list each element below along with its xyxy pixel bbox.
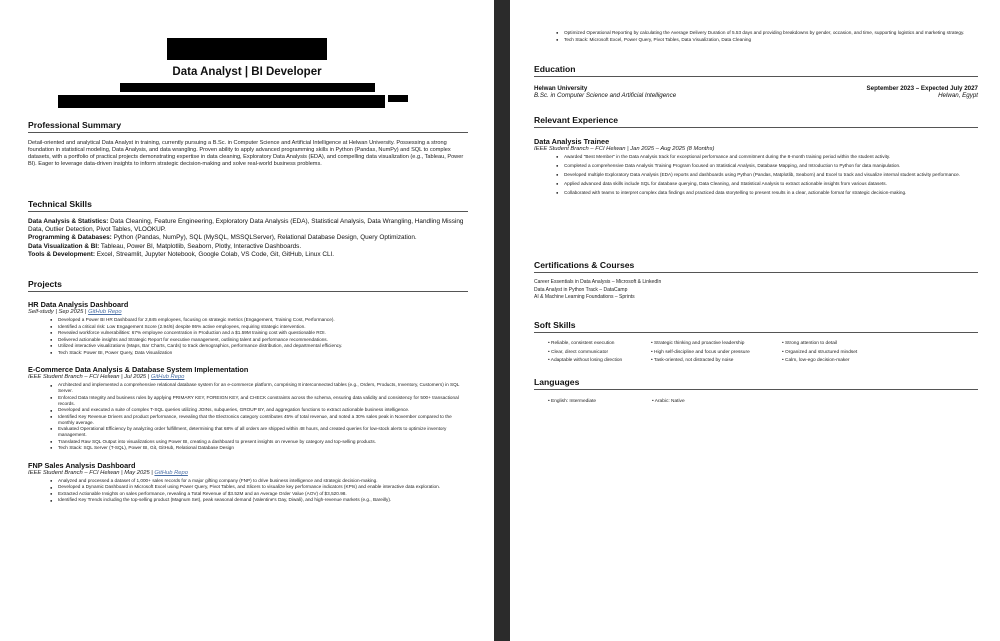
redacted-contact-fragment: [388, 95, 408, 102]
job-title-heading: Data Analyst | BI Developer: [172, 66, 322, 78]
project-bullet: ● Identified Key Revenue Drivers and product performance, revealing that the Electronics category contributes 45% of total revenue, and noted a 30% sales peak in November compared to the monthly average.: [58, 414, 468, 426]
education-row: [534, 92, 978, 99]
soft-skill-item: • Organized and structured mindset: [782, 349, 858, 355]
languages-heading: Languages: [534, 377, 580, 387]
project-title: FNP Sales Analysis Dashboard: [28, 460, 136, 470]
section-divider: [28, 132, 468, 133]
section-divider: [534, 127, 978, 128]
certifications-section: [534, 260, 978, 302]
certifications-heading: Certifications & Courses: [534, 260, 635, 270]
certification-item: Data Analyst in Python Track – DataCamp: [534, 286, 628, 293]
github-repo-link[interactable]: GitHub Repo: [88, 309, 122, 315]
github-repo-link[interactable]: GitHub Repo: [154, 469, 188, 476]
redacted-name-block: [167, 38, 327, 60]
project-bullet: ● Developed a Dynamic Dashboard in Microsoft Excel using Power Query, Pivot Tables, and Slicers to visualize key performance indicators (KPIs) and enable interactive data exploration.: [58, 484, 468, 490]
projects-heading: Projects: [28, 279, 62, 289]
language-item: • Arabic: Native: [652, 399, 685, 404]
github-repo-link[interactable]: GitHub Repo: [150, 374, 185, 381]
project-title: HR Data Analysis Dashboard: [28, 300, 129, 309]
relevant-experience-section: [534, 115, 978, 196]
languages-section: [534, 377, 978, 404]
soft-skill-item: • Task-oriented, not distracted by noise: [651, 358, 734, 364]
project-hr-dashboard: [28, 300, 468, 355]
soft-skill-item: • Strong attention to detail: [782, 341, 838, 346]
section-divider: [534, 389, 978, 390]
projects-section: [28, 279, 468, 504]
project-meta: IEEE Student Branch – FCI Helwan | Jul 2025 | GitHub Repo: [28, 374, 185, 381]
section-divider: [534, 332, 978, 333]
summary-text: Detail-oriented and analytical Data Analyst in training, currently pursuing a B.Sc. in Computer Science and Artificial Intelligence at Helwan University. Possessing a strong foundation in statistical modeling, Data Analysis, and data wrangling. Proven ability to apply advanced programming skills in Python (Pandas, NumPy) and SQL to complex datasets, with a portfolio of practical projects demonstrating expertise in data cleaning, Exploratory Data Analysis (EDA), and compelling data visualization (e.g., Tableau, Power BI). Eager to leverage data-driven insights to inform strategic decision-making and solve real-world business problems.: [28, 140, 464, 167]
section-divider: [28, 291, 468, 292]
experience-bullet: ● Completed a comprehensive Data Analysis Training Program focused on Statistical Analysis, Database Mapping, and Introduction to Python for data manipulation.: [564, 163, 978, 169]
certification-item: AI & Machine Learning Foundations – Sprints: [534, 294, 635, 300]
experience-bullet: ● Collaborated with teams to interpret complex data findings and practiced data storytelling to present results in a clear, actionable format for strategic decision-making.: [564, 190, 978, 196]
skill-line: Programming & Databases: Python (Pandas, NumPy), SQL (MySQL, MSSQLServer), Relational Database Design, Query Optimization.: [28, 234, 417, 242]
soft-skill-item: • Calm, low-ego decision-maker: [782, 358, 850, 364]
skill-line: Data Analysis & Statistics: Data Cleaning, Feature Engineering, Exploratory Data Analysis (EDA), Statistical Analysis, Data Wrangling, Handling Missing Data, Outlier Detection, Pivot Tables, VLOOKUP.: [28, 218, 464, 234]
education-heading: Education: [534, 64, 576, 74]
project-bullet: ● Tech Stack: Power BI, Power Query, Data Visualization: [58, 350, 468, 356]
professional-summary-section: [28, 120, 468, 168]
education-row: [534, 85, 978, 92]
experience-title: Data Analysis Trainee: [534, 137, 610, 146]
redacted-contact-line-1: [120, 83, 375, 92]
degree: B.Sc. in Computer Science and Artificial Intelligence: [534, 92, 677, 99]
project-bullet: ● Evaluated Operational Efficiency by analyzing order fulfillment, determining that 68% of all orders are shipped within 48 hours, and created queries for low-stock alerts to optimize inventory management.: [58, 426, 468, 438]
experience-heading: Relevant Experience: [534, 115, 619, 125]
project-bullet: ● Identified Key Trends including the top-selling product (Magnum Set), peak seasonal demand (Valentine's Day, Diwali), and high-revenue markets (e.g., Bareilly).: [58, 497, 468, 503]
project-meta: Self-study | Sep 2025 | GitHub Repo: [28, 309, 122, 315]
experience-bullet: ● Developed multiple Exploratory Data Analysis (EDA) reports and dashboards using Python (Pandas, Matplotlib, Seaborn) and Excel to track and visualize internal student activity performance.: [564, 172, 978, 178]
soft-skills-heading: Soft Skills: [534, 320, 576, 330]
redacted-contact-line-2: [58, 95, 385, 108]
resume-page-2: [510, 0, 1000, 641]
soft-skills-section: [534, 320, 978, 366]
project-bullet: ● Identified a critical risk: Low Engagement Score (2.94/6) despite 86% active employees, requiring strategic intervention.: [58, 324, 468, 330]
education-section: [534, 64, 978, 99]
resume-page-1: [0, 0, 494, 641]
project-bullet: ● Revealed workforce vulnerabilities: 67% employee concentration in Production and a $1.59M training cost with questionable ROI.: [58, 330, 468, 336]
experience-bullet: ● Applied advanced data skills include SQL for database querying, Data Cleaning, and Statistical Analysis to extract actionable insights from various datasets.: [564, 181, 978, 187]
project-bullet: ● Developed and executed a suite of complex T-SQL queries utilizing JOINs, subqueries, GROUP BY, and aggregation functions to extract actionable business intelligence.: [58, 407, 468, 413]
project-title: E-Commerce Data Analysis & Database System Implementation: [28, 365, 249, 375]
project-meta: IEEE Student Branch – FCI Helwan | May 2025 | GitHub Repo: [28, 469, 188, 476]
experience-meta: IEEE Student Branch – FCI Helwan | Jan 2025 – Aug 2025 (8 Months): [534, 146, 715, 152]
project-fnp-sales: [28, 461, 468, 503]
school-name: Helwan University: [534, 85, 588, 92]
project-bullet: ● Analyzed and processed a dataset of 1,000+ sales records for a major gifting company (FNP) to drive business intelligence and strategic decision-making.: [58, 478, 468, 484]
project-bullet: ● Enforced Data Integrity and business rules by applying PRIMARY KEY, FOREIGN KEY, and CHECK constraints across the schema, ensuring data validity and consistency for 500+ transactional records.: [58, 395, 468, 407]
project-bullet: ● Translated Raw SQL Output into visualizations using Power BI, creating a dashboard to present insights on revenue by category and top-selling products.: [58, 439, 468, 445]
project-ecommerce-database: [28, 365, 468, 451]
project-bullet: ● Delivered actionable insights and Strategic Report for executive management, outlining talent and performance recommendations.: [58, 337, 468, 343]
section-divider: [28, 211, 468, 212]
soft-skill-item: • Adaptable without losing direction: [548, 358, 623, 364]
soft-skill-item: • Reliable, consistent execution: [548, 341, 615, 346]
skills-heading: Technical Skills: [28, 199, 92, 209]
education-location: Helwan, Egypt: [938, 92, 978, 99]
skill-line: Tools & Development: Excel, Streamlit, Jupyter Notebook, Google Colab, VS Code, Git, GitHub, Linux CLI.: [28, 250, 335, 258]
project-bullet: ● Optimized Operational Reporting by calculating the Average Delivery Duration of 5.53 days and providing breakdowns by gender, occasion, and time, supporting logistics and marketing strategy.: [564, 30, 978, 36]
continued-project-bullets: [534, 30, 978, 43]
summary-heading: Professional Summary: [28, 120, 122, 130]
project-bullet: ● Utilized interactive visualizations (Maps, Bar Charts, Cards) to track demographics, performance distribution, and departmental efficiency.: [58, 343, 468, 349]
project-bullet: ● Architected and implemented a comprehensive relational database system for an e-commerce platform, comprising 8 interconnected tables (e.g., Orders, Products, Inventory, Customers) in SQL Server.: [58, 382, 468, 394]
certification-item: Career Essentials in Data Analysis – Microsoft & LinkedIn: [534, 279, 662, 285]
soft-skill-item: • Clear, direct communicator: [548, 349, 609, 355]
soft-skill-item: • Strategic thinking and proactive leadership: [651, 341, 745, 346]
language-item: • English: Intermediate: [548, 399, 597, 404]
page-gutter: [494, 0, 510, 641]
education-dates: September 2023 – Expected July 2027: [866, 85, 978, 92]
project-bullet: ● Extracted Actionable Insights on sales performance, revealing a Total Revenue of $3.52M and an Average Order Value (AOV) of $3,520.98.: [58, 491, 468, 497]
technical-skills-section: [28, 199, 468, 259]
project-bullet: ● Developed a Power BI HR Dashboard for 2,845 employees, focusing on strategic metrics (Engagement, Training Cost, Performance).: [58, 317, 468, 323]
project-bullet: ● Tech Stack: SQL Server (T-SQL), Power BI, Git, GitHub, Relational Database Design: [58, 445, 468, 451]
soft-skill-item: • High self-discipline and focus under pressure: [651, 349, 750, 355]
skill-line: Data Visualization & BI: Tableau, Power BI, Matplotlib, Seaborn, Plotly, Interactive Dashboards.: [28, 242, 302, 250]
project-bullet: ● Tech Stack: Microsoft Excel, Power Query, Pivot Tables, Data Visualization, Data Cleaning: [564, 37, 978, 43]
experience-bullet: ● Awarded "Best Member" in the Data Analysis track for exceptional performance and commitment during the 8-month training period within the student activity.: [564, 154, 978, 160]
section-divider: [534, 272, 978, 273]
section-divider: [534, 76, 978, 77]
